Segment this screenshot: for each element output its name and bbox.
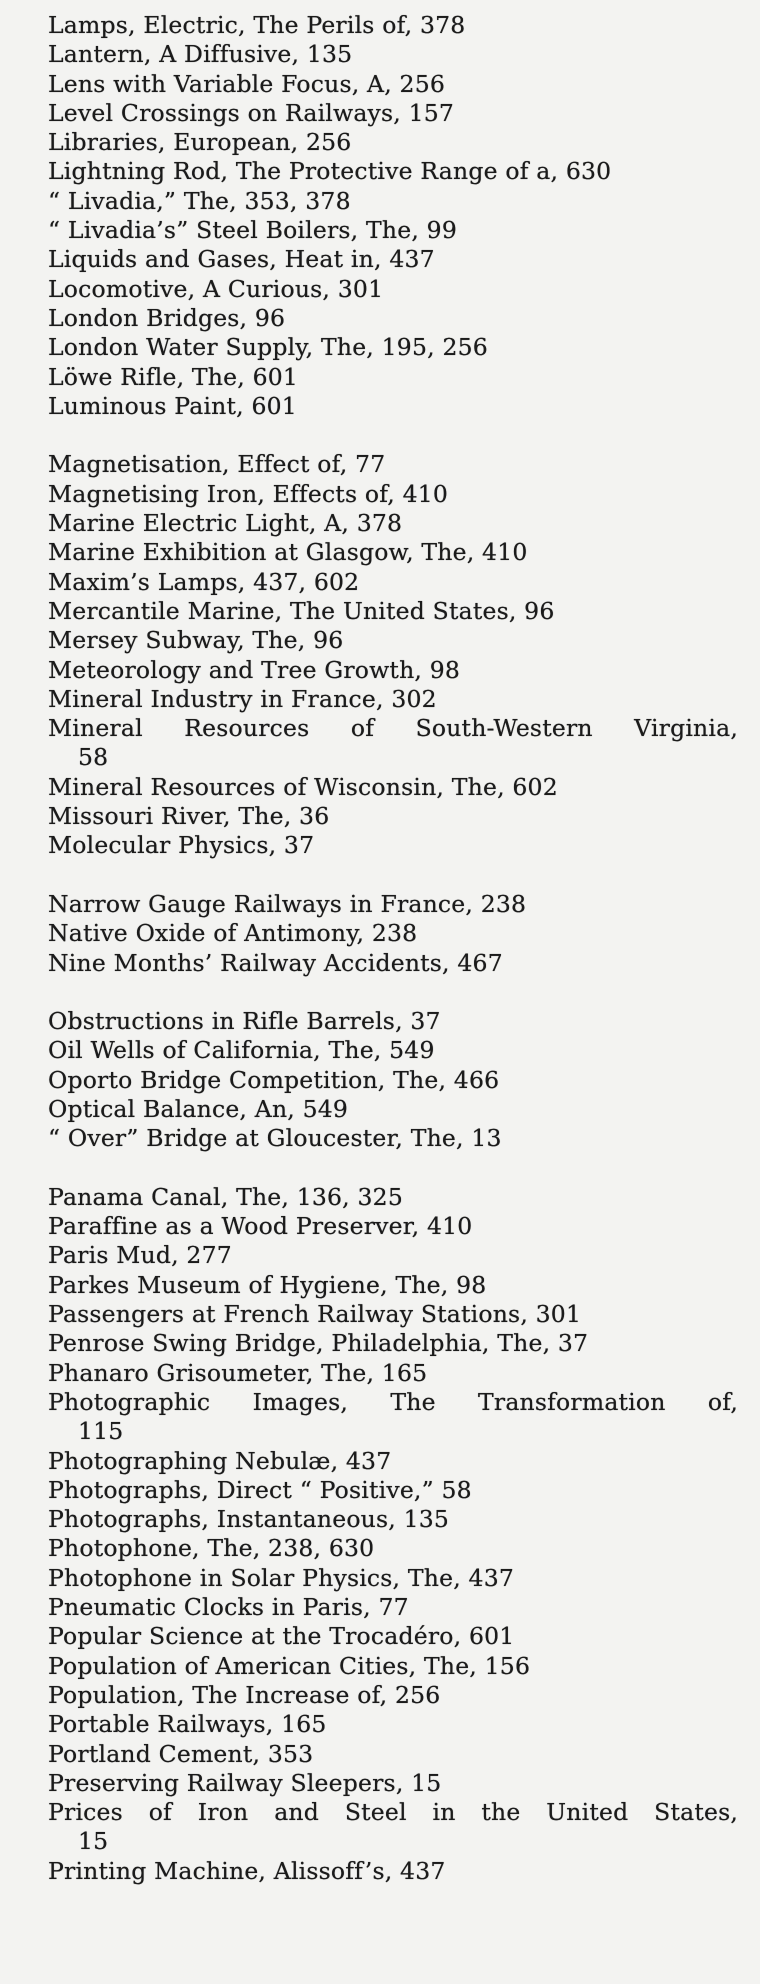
index-entry: Löwe Rifle, The, 601 [48,362,299,391]
index-section-o [48,1007,748,1153]
index-entry: Nine Months’ Railway Accidents, 467 [48,948,503,977]
index-entry: Portland Cement, 353 [48,1739,314,1768]
index-entry: Panama Canal, The, 136, 325 [48,1182,403,1211]
index-entry: Parkes Museum of Hygiene, The, 98 [48,1270,487,1299]
index-entry-page-continuation: 58 [78,743,109,772]
index-section-m [48,450,748,860]
index-entry: Optical Balance, An, 549 [48,1094,349,1123]
index-entry: Passengers at French Railway Stations, 301 [48,1300,582,1329]
index-entry: Photographing Nebulæ, 437 [48,1446,392,1475]
index-entry: Lantern, A Diffusive, 135 [48,40,353,69]
index-entry: Pneumatic Clocks in Paris, 77 [48,1593,409,1622]
index-entry: Molecular Physics, 37 [48,831,315,860]
index-entry-text: Mineral Resources of South-Western Virginia, [48,714,738,743]
index-entry: Mercantile Marine, The United States, 96 [48,596,555,625]
index-entry: Paris Mud, 277 [48,1241,232,1270]
index-entry-page-continuation: 15 [78,1827,109,1856]
index-entry: Narrow Gauge Railways in France, 238 [48,889,527,918]
index-entry: Mersey Subway, The, 96 [48,626,344,655]
index-entry: Libraries, European, 256 [48,128,352,157]
index-entry: “ Livadia,” The, 353, 378 [48,186,351,215]
index-entry: Luminous Paint, 601 [48,391,297,420]
index-entry: Marine Electric Light, A, 378 [48,509,403,538]
index-section-n [48,890,748,978]
index-entry: “ Over” Bridge at Gloucester, The, 13 [48,1124,502,1153]
index-entry: Meteorology and Tree Growth, 98 [48,655,461,684]
index-entry: Maxim’s Lamps, 437, 602 [48,567,360,596]
index-entry-text: Photographic Images, The Transformation of, [48,1387,738,1416]
index-entry: Photophone, The, 238, 630 [48,1534,375,1563]
index-entry: Popular Science at the Trocadéro, 601 [48,1622,515,1651]
index-entry: Paraffine as a Wood Preserver, 410 [48,1212,473,1241]
index-entry: Locomotive, A Curious, 301 [48,274,384,303]
index-entry: Missouri River, The, 36 [48,802,330,831]
index-page [48,11,748,1915]
index-entry: Level Crossings on Railways, 157 [48,98,455,127]
index-entry: Oil Wells of California, The, 549 [48,1036,435,1065]
index-entry: London Bridges, 96 [48,303,286,332]
index-entry [48,1798,748,1857]
index-entry: Magnetising Iron, Effects of, 410 [48,479,449,508]
index-entry: Phanaro Grisoumeter, The, 165 [48,1358,428,1387]
index-entry: Penrose Swing Bridge, Philadelphia, The, 37 [48,1329,589,1358]
index-entry: Mineral Resources of Wisconsin, The, 602 [48,772,558,801]
index-entry-text: Prices of Iron and Steel in the United States, [48,1798,738,1827]
index-entry: Population, The Increase of, 256 [48,1680,441,1709]
index-entry: Magnetisation, Effect of, 77 [48,450,386,479]
index-entry: “ Livadia’s” Steel Boilers, The, 99 [48,216,457,245]
index-entry [48,1388,748,1447]
index-entry [48,714,748,773]
index-entry: Preserving Railway Sleepers, 15 [48,1768,442,1797]
index-entry: Marine Exhibition at Glasgow, The, 410 [48,538,528,567]
index-entry: Oporto Bridge Competition, The, 466 [48,1065,500,1094]
index-entry: Mineral Industry in France, 302 [48,684,437,713]
index-entry: London Water Supply, The, 195, 256 [48,333,488,362]
index-entry: Population of American Cities, The, 156 [48,1651,531,1680]
index-entry: Liquids and Gases, Heat in, 437 [48,245,435,274]
index-entry: Photophone in Solar Physics, The, 437 [48,1563,514,1592]
index-entry: Lightning Rod, The Protective Range of a, 630 [48,157,612,186]
index-section-p [48,1183,748,1886]
index-entry: Photographs, Instantaneous, 135 [48,1505,450,1534]
index-entry: Lamps, Electric, The Perils of, 378 [48,11,466,39]
index-entry: Native Oxide of Antimony, 238 [48,919,418,948]
index-entry: Obstructions in Rifle Barrels, 37 [48,1007,441,1036]
index-entry: Lens with Variable Focus, A, 256 [48,69,446,98]
index-entry-page-continuation: 115 [78,1417,124,1446]
index-entry: Photographs, Direct “ Positive,” 58 [48,1475,472,1504]
index-section-l [48,11,748,421]
index-entry: Printing Machine, Alissoff’s, 437 [48,1856,446,1885]
index-entry: Portable Railways, 165 [48,1710,327,1739]
